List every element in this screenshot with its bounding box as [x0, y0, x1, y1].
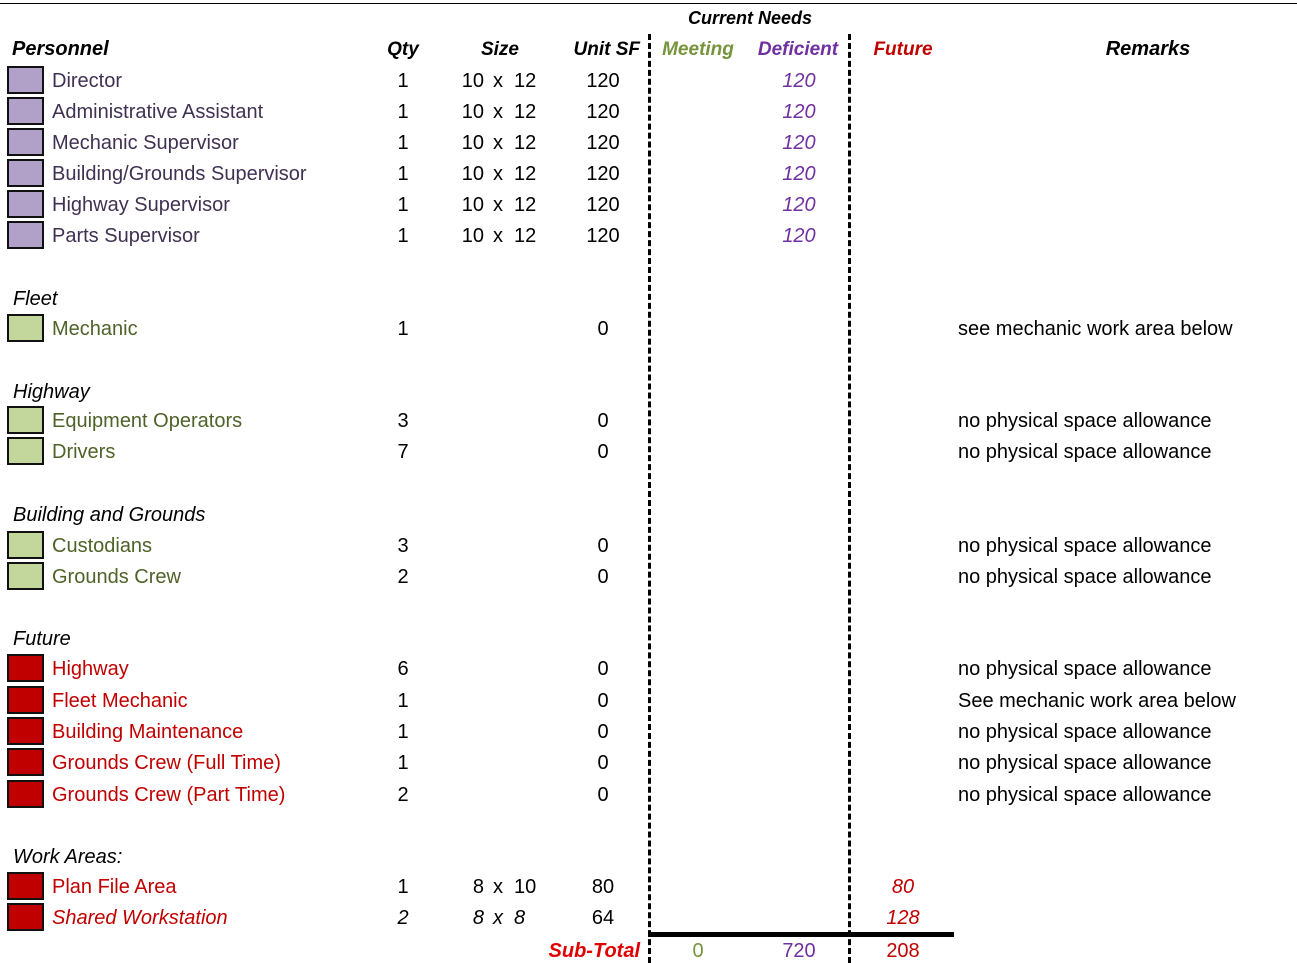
color-swatch	[7, 406, 44, 434]
row-size-x: x	[493, 101, 503, 123]
row-name: Drivers	[52, 441, 116, 463]
row-name: Custodians	[52, 535, 153, 557]
row-deficient: 120	[782, 225, 816, 247]
row-unit-sf: 120	[586, 194, 620, 216]
row-name: Plan File Area	[52, 876, 177, 898]
row-remark: no physical space allowance	[958, 784, 1212, 806]
row-size-a: 8	[472, 907, 484, 929]
subtotal-deficient: 720	[782, 940, 816, 962]
subtotal-future: 208	[886, 940, 920, 962]
row-name: Equipment Operators	[52, 410, 243, 432]
personnel-header: Personnel	[12, 38, 109, 60]
row-unit-sf: 120	[586, 163, 620, 185]
row-unit-sf: 0	[597, 690, 609, 712]
future-divider	[848, 34, 851, 963]
row-size-a: 10	[461, 194, 484, 216]
row-deficient: 120	[782, 70, 816, 92]
row-name: Mechanic Supervisor	[52, 132, 239, 154]
row-remark: no physical space allowance	[958, 752, 1212, 774]
row-size-b: 8	[514, 907, 526, 929]
row-name: Building Maintenance	[52, 721, 244, 743]
row-name: Grounds Crew (Full Time)	[52, 752, 281, 774]
row-qty: 1	[397, 876, 409, 898]
row-remark: See mechanic work area below	[958, 690, 1236, 712]
row-qty: 1	[397, 194, 409, 216]
current-needs-header: Current Needs	[687, 8, 813, 28]
row-size-b: 12	[514, 132, 537, 154]
color-swatch	[7, 531, 44, 559]
top-rule	[0, 3, 1297, 4]
row-name: Shared Workstation	[52, 907, 228, 929]
row-size-x: x	[493, 225, 503, 247]
row-name: Grounds Crew (Part Time)	[52, 784, 286, 806]
color-swatch	[7, 686, 44, 714]
row-unit-sf: 120	[586, 70, 620, 92]
color-swatch	[7, 780, 44, 808]
row-unit-sf: 0	[597, 410, 609, 432]
row-unit-sf: 0	[597, 535, 609, 557]
color-swatch	[7, 314, 44, 342]
row-name: Highway Supervisor	[52, 194, 230, 216]
row-qty: 1	[397, 70, 409, 92]
row-size-b: 12	[514, 163, 537, 185]
row-size-a: 10	[461, 101, 484, 123]
row-deficient: 120	[782, 163, 816, 185]
row-remark: no physical space allowance	[958, 441, 1212, 463]
row-unit-sf: 0	[597, 721, 609, 743]
row-future: 128	[886, 907, 920, 929]
row-name: Building/Grounds Supervisor	[52, 163, 307, 185]
row-unit-sf: 0	[597, 784, 609, 806]
deficient-header: Deficient	[757, 39, 839, 60]
row-size-x: x	[493, 70, 503, 92]
row-qty: 1	[397, 101, 409, 123]
row-qty: 3	[397, 535, 409, 557]
row-size-b: 12	[514, 225, 537, 247]
row-qty: 1	[397, 690, 409, 712]
section-title-highway: Highway	[13, 381, 90, 403]
row-future: 80	[891, 876, 915, 898]
section-title-future: Future	[13, 628, 71, 650]
row-remark: no physical space allowance	[958, 410, 1212, 432]
row-unit-sf: 120	[586, 132, 620, 154]
row-qty: 7	[397, 441, 409, 463]
row-qty: 6	[397, 658, 409, 680]
row-size-a: 10	[461, 163, 484, 185]
row-size-a: 10	[461, 70, 484, 92]
size-header: Size	[480, 39, 520, 60]
row-remark: no physical space allowance	[958, 535, 1212, 557]
color-swatch	[7, 159, 44, 187]
row-qty: 3	[397, 410, 409, 432]
row-size-b: 12	[514, 70, 537, 92]
row-qty: 2	[397, 566, 409, 588]
row-deficient: 120	[782, 132, 816, 154]
color-swatch	[7, 903, 44, 931]
row-name: Parts Supervisor	[52, 225, 200, 247]
future-header: Future	[873, 39, 933, 60]
color-swatch	[7, 190, 44, 218]
meeting-divider	[648, 34, 651, 963]
row-size-b: 12	[514, 101, 537, 123]
row-size-b: 10	[514, 876, 537, 898]
subtotal-label: Sub-Total	[548, 940, 640, 962]
row-qty: 1	[397, 752, 409, 774]
subtotal-rule	[648, 932, 954, 937]
unit-sf-header: Unit SF	[573, 39, 640, 60]
row-unit-sf: 0	[597, 441, 609, 463]
row-size-x: x	[493, 132, 503, 154]
row-name: Highway	[52, 658, 129, 680]
meeting-header: Meeting	[662, 39, 734, 60]
remarks-header: Remarks	[1105, 38, 1191, 60]
qty-header: Qty	[387, 39, 419, 60]
color-swatch	[7, 437, 44, 465]
section-title-work-areas: Work Areas:	[13, 846, 123, 868]
color-swatch	[7, 654, 44, 682]
row-size-a: 10	[461, 132, 484, 154]
row-qty: 1	[397, 225, 409, 247]
row-qty: 1	[397, 163, 409, 185]
row-size-a: 8	[472, 876, 484, 898]
row-remark: see mechanic work area below	[958, 318, 1233, 340]
row-unit-sf: 120	[586, 225, 620, 247]
row-unit-sf: 0	[597, 566, 609, 588]
row-qty: 1	[397, 721, 409, 743]
row-unit-sf: 0	[597, 658, 609, 680]
row-size-x: x	[493, 876, 503, 898]
color-swatch	[7, 562, 44, 590]
color-swatch	[7, 97, 44, 125]
color-swatch	[7, 66, 44, 94]
row-size-a: 10	[461, 225, 484, 247]
color-swatch	[7, 872, 44, 900]
row-qty: 1	[397, 132, 409, 154]
row-unit-sf: 120	[586, 101, 620, 123]
row-unit-sf: 80	[591, 876, 615, 898]
row-deficient: 120	[782, 194, 816, 216]
color-swatch	[7, 128, 44, 156]
row-size-b: 12	[514, 194, 537, 216]
row-remark: no physical space allowance	[958, 566, 1212, 588]
row-name: Grounds Crew	[52, 566, 181, 588]
section-title-fleet: Fleet	[13, 288, 58, 310]
color-swatch	[7, 748, 44, 776]
row-qty: 2	[397, 784, 409, 806]
row-name: Mechanic	[52, 318, 138, 340]
row-name: Administrative Assistant	[52, 101, 264, 123]
row-qty: 2	[397, 907, 409, 929]
row-name: Director	[52, 70, 123, 92]
color-swatch	[7, 717, 44, 745]
row-size-x: x	[493, 163, 503, 185]
row-unit-sf: 64	[591, 907, 615, 929]
row-remark: no physical space allowance	[958, 658, 1212, 680]
row-size-x: x	[493, 907, 503, 929]
row-unit-sf: 0	[597, 752, 609, 774]
row-remark: no physical space allowance	[958, 721, 1212, 743]
subtotal-meeting: 0	[692, 940, 704, 962]
section-title-building: Building and Grounds	[13, 504, 206, 526]
row-size-x: x	[493, 194, 503, 216]
row-qty: 1	[397, 318, 409, 340]
row-deficient: 120	[782, 101, 816, 123]
color-swatch	[7, 221, 44, 249]
row-unit-sf: 0	[597, 318, 609, 340]
row-name: Fleet Mechanic	[52, 690, 188, 712]
